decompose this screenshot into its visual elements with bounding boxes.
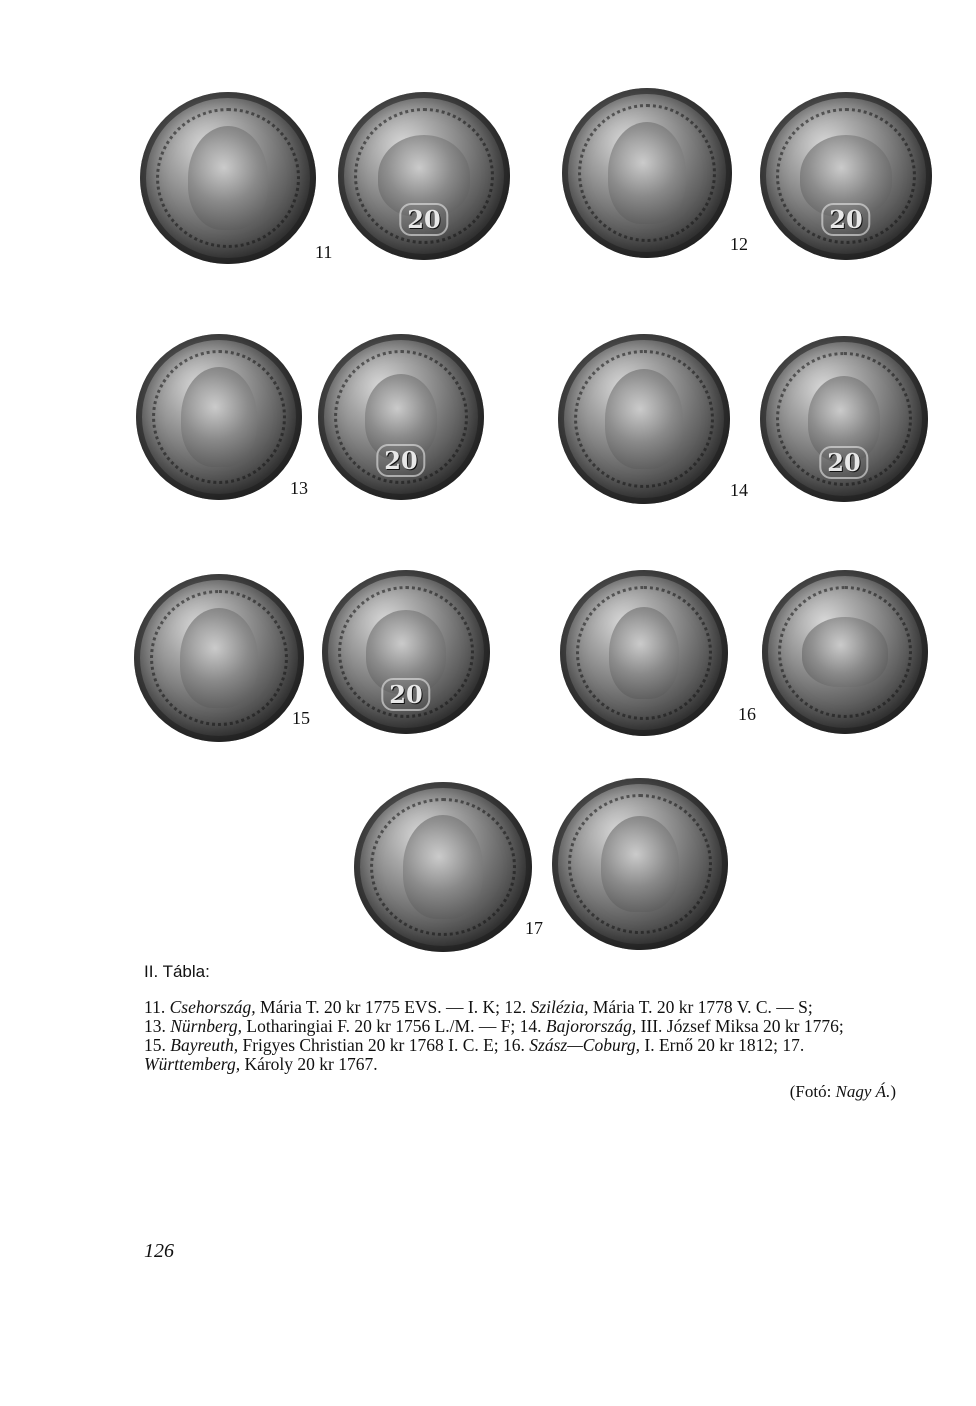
credit-name: Nagy Á. [835,1082,891,1101]
coin-number-16: 16 [738,704,756,724]
coin-value: 20 [819,446,868,479]
coin-12-obverse [562,88,732,258]
caption-place: Bajorország, [545,1016,637,1036]
portrait-motif [608,122,686,224]
coin-number-15: 15 [292,708,310,728]
plate-title: II. Tábla: [144,962,210,981]
caption-place: Szász—Coburg, [529,1035,640,1055]
arms-motif [365,374,437,460]
portrait-motif [180,608,258,708]
coin-14-reverse [760,336,928,502]
portrait-motif [181,367,257,467]
coin-17-obverse [354,782,532,952]
coin-number-11: 11 [315,242,333,262]
coin-value: 20 [399,203,448,236]
coin-16-obverse [560,570,728,736]
eagle-motif [378,135,470,217]
caption-text: I. Ernő 20 kr 1812; 17. [640,1035,805,1055]
caption-text: III. József Miksa 20 kr 1776; [636,1016,844,1036]
wreath-motif [802,617,888,687]
coin-13-reverse [318,334,484,500]
coin-14-obverse [558,334,730,504]
coin-11-obverse [140,92,316,264]
caption-line [144,1017,912,1036]
caption-text: 11. [144,997,170,1017]
photo-credit [790,1082,896,1102]
arms-motif [609,607,679,699]
credit-suffix: ) [890,1082,896,1101]
caption-line [144,998,912,1017]
arms-motif [808,376,880,462]
coin-number-12: 12 [730,234,748,254]
coin-15-obverse [134,574,304,742]
coin-11-reverse [338,92,510,260]
caption-text: 15. [144,1035,171,1055]
portrait-motif [605,369,683,469]
eagle-motif [800,135,892,217]
caption-text: Mária T. 20 kr 1775 EVS. — I. K; 12. [255,997,531,1017]
caption-place: Bayreuth, [170,1035,239,1055]
coin-number-17: 17 [525,918,543,938]
page-number: 126 [144,1240,174,1262]
caption-text: Lotharingiai F. 20 kr 1756 L./M. — F; 14. [242,1016,546,1036]
coin-13-obverse [136,334,302,500]
caption-text: Frigyes Christian 20 kr 1768 I. C. E; 16. [238,1035,530,1055]
portrait-motif [188,126,268,230]
credit-prefix: (Fotó: [789,1082,836,1101]
caption-place: Württemberg, [144,1054,241,1074]
caption-text: 13. [144,1016,171,1036]
arms-motif [601,816,679,912]
caption-text: Mária T. 20 kr 1778 V. C. — S; [588,997,813,1017]
coin-value: 20 [381,678,430,711]
caption-place: Csehország, [169,997,256,1017]
caption-place: Szilézia, [530,997,589,1017]
coin-16-reverse [762,570,928,734]
caption-line [144,1036,912,1055]
coin-value: 20 [376,444,425,477]
coin-12-reverse [760,92,932,260]
plate-caption [144,998,912,1074]
coin-value: 20 [821,203,870,236]
caption-text: Károly 20 kr 1767. [240,1054,378,1074]
caption-line [144,1055,912,1074]
caption-place: Nürnberg, [170,1016,243,1036]
coin-17-reverse [552,778,728,950]
eagle-motif [366,610,446,694]
coin-number-13: 13 [290,478,308,498]
coin-15-reverse [322,570,490,734]
coin-number-14: 14 [730,480,748,500]
portrait-motif [403,815,483,919]
